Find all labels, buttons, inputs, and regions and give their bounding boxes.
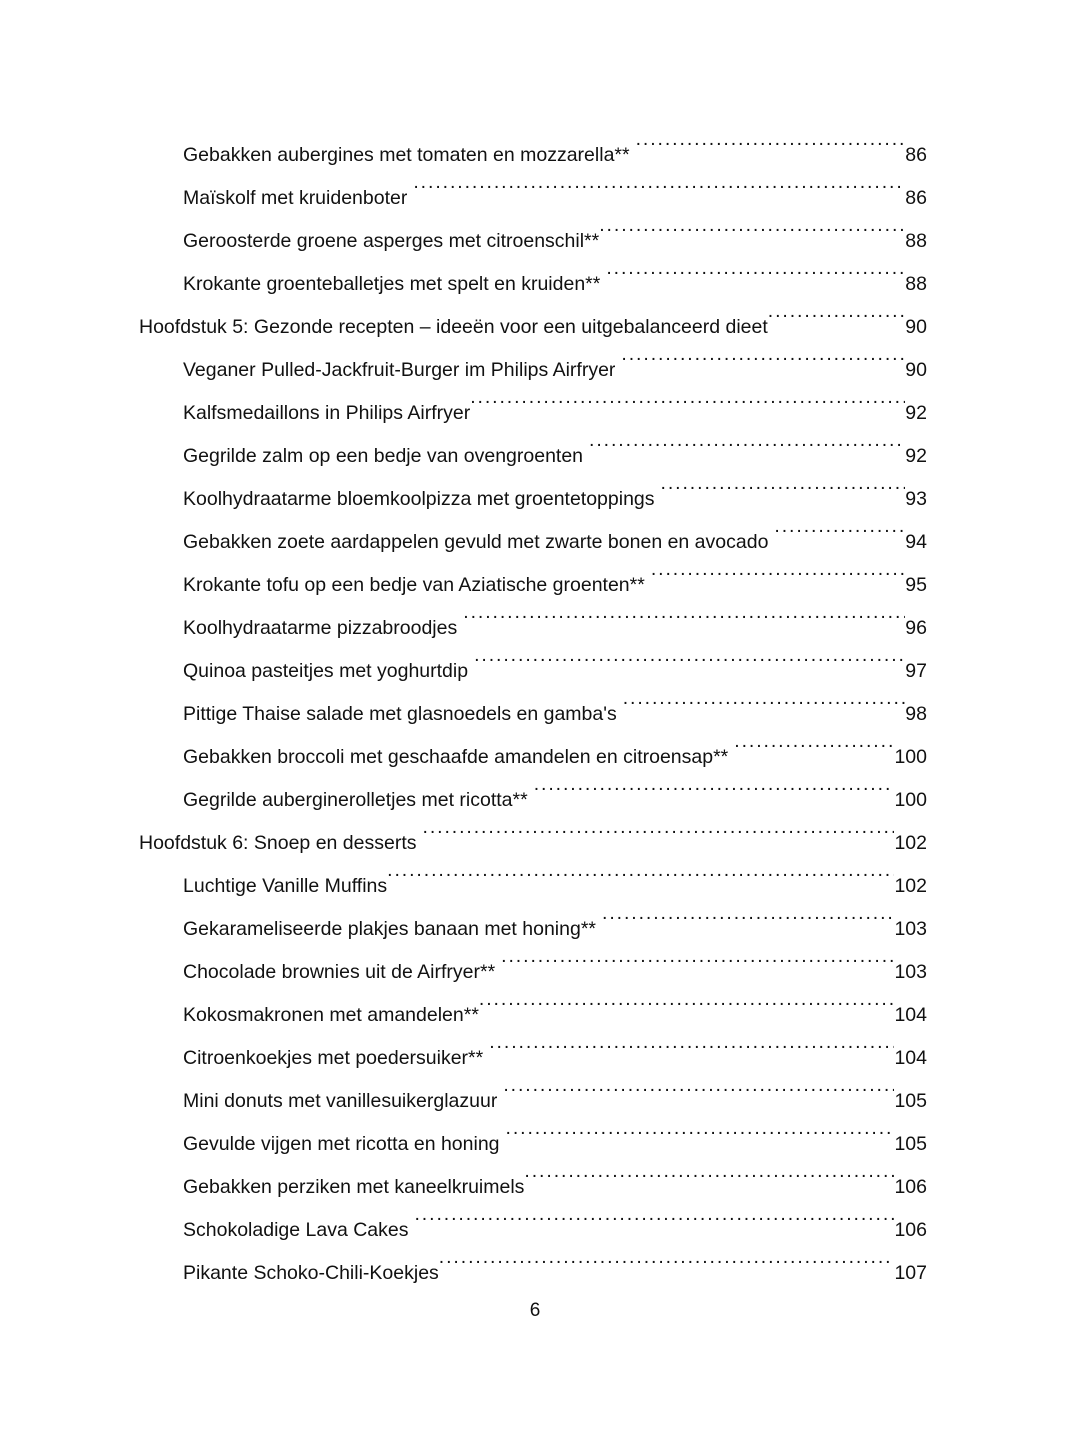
toc-entry-title: Gevulde vijgen met ricotta en honing (183, 1133, 500, 1155)
toc-entry-page-number: 92 (905, 402, 927, 424)
toc-dot-leader (621, 357, 905, 377)
table-of-contents (0, 134, 1070, 1295)
toc-entry-row[interactable] (0, 521, 1070, 564)
toc-entry-row[interactable] (0, 1209, 1070, 1252)
toc-entry-row[interactable] (0, 263, 1070, 306)
toc-entry-title: Kalfsmedaillons in Philips Airfryer (183, 402, 471, 424)
toc-dot-leader (774, 529, 905, 549)
page-number-footer: 6 (529, 1300, 541, 1321)
toc-entry-page-number: 103 (894, 961, 927, 983)
toc-entry-page-number: 100 (894, 789, 927, 811)
toc-entry-row[interactable] (0, 994, 1070, 1037)
toc-dot-leader (474, 658, 905, 678)
toc-entry-row[interactable] (0, 779, 1070, 822)
toc-entry-row[interactable] (0, 1123, 1070, 1166)
toc-entry-page-number: 100 (894, 746, 927, 768)
toc-entry-page-number: 106 (894, 1176, 927, 1198)
toc-entry-row[interactable] (0, 1166, 1070, 1209)
toc-entry-page-number: 93 (905, 488, 927, 510)
toc-dot-leader (501, 959, 894, 979)
toc-entry-title: Kokosmakronen met amandelen** (183, 1004, 479, 1026)
toc-entry-row[interactable] (0, 1080, 1070, 1123)
toc-entry-row[interactable] (0, 220, 1070, 263)
toc-dot-leader (423, 830, 895, 850)
toc-entry-page-number: 102 (894, 875, 927, 897)
toc-entry-page-number: 102 (894, 832, 927, 854)
toc-dot-leader (413, 185, 905, 205)
toc-dot-leader (768, 314, 906, 334)
toc-dot-leader (589, 443, 905, 463)
toc-entry-page-number: 97 (905, 660, 927, 682)
toc-dot-leader (602, 916, 894, 936)
toc-entry-title: Hoofdstuk 6: Snoep en desserts (139, 832, 417, 854)
toc-entry-title: Quinoa pasteitjes met yoghurtdip (183, 660, 469, 682)
toc-entry-title: Pikante Schoko-Chili-Koekjes (183, 1262, 439, 1284)
toc-entry-page-number: 104 (894, 1004, 927, 1026)
toc-dot-leader (479, 1002, 895, 1022)
toc-entry-page-number: 90 (905, 316, 927, 338)
toc-entry-page-number: 94 (905, 531, 927, 553)
toc-entry-title: Gebakken perziken met kaneelkruimels (183, 1176, 525, 1198)
toc-entry-title: Gebakken broccoli met geschaafde amandelen en citroensap** (183, 746, 729, 768)
toc-dot-leader (651, 572, 905, 592)
toc-entry-row[interactable] (0, 736, 1070, 779)
toc-dot-leader (387, 873, 894, 893)
toc-entry-row[interactable] (0, 908, 1070, 951)
toc-entry-title: Gekarameliseerde plakjes banaan met honing** (183, 918, 597, 940)
toc-dot-leader (661, 486, 906, 506)
toc-entry-page-number: 90 (905, 359, 927, 381)
toc-entry-page-number: 104 (894, 1047, 927, 1069)
toc-chapter-row[interactable] (0, 822, 1070, 865)
toc-entry-page-number: 105 (894, 1133, 927, 1155)
toc-entry-title: Gegrilde zalm op een bedje van ovengroenten (183, 445, 584, 467)
toc-dot-leader (503, 1088, 894, 1108)
toc-entry-title: Maïskolf met kruidenboter (183, 187, 408, 209)
toc-entry-title: Citroenkoekjes met poedersuiker** (183, 1047, 484, 1069)
toc-dot-leader (470, 400, 905, 420)
toc-entry-page-number: 96 (905, 617, 927, 639)
toc-chapter-row[interactable] (0, 306, 1070, 349)
toc-entry-title: Mini donuts met vanillesuikerglazuur (183, 1090, 498, 1112)
toc-dot-leader (414, 1217, 894, 1237)
toc-entry-page-number: 86 (905, 144, 927, 166)
toc-entry-row[interactable] (0, 1037, 1070, 1080)
toc-entry-title: Schokoladige Lava Cakes (183, 1219, 409, 1241)
toc-entry-row[interactable] (0, 564, 1070, 607)
toc-entry-title: Gegrilde auberginerolletjes met ricotta** (183, 789, 528, 811)
toc-dot-leader (599, 228, 905, 248)
toc-dot-leader (534, 787, 895, 807)
toc-entry-page-number: 98 (905, 703, 927, 725)
toc-dot-leader (606, 271, 905, 291)
toc-entry-row[interactable] (0, 951, 1070, 994)
toc-entry-title: Krokante tofu op een bedje van Aziatische groenten** (183, 574, 645, 596)
toc-entry-row[interactable] (0, 177, 1070, 220)
toc-entry-page-number: 86 (905, 187, 927, 209)
toc-entry-row[interactable] (0, 865, 1070, 908)
toc-entry-row[interactable] (0, 134, 1070, 177)
toc-entry-title: Pittige Thaise salade met glasnoedels en gamba's (183, 703, 617, 725)
toc-entry-row[interactable] (0, 478, 1070, 521)
toc-entry-page-number: 88 (905, 273, 927, 295)
toc-dot-leader (524, 1174, 894, 1194)
toc-entry-title: Krokante groenteballetjes met spelt en kruiden** (183, 273, 601, 295)
toc-dot-leader (463, 615, 905, 635)
toc-entry-page-number: 103 (894, 918, 927, 940)
toc-dot-leader (489, 1045, 894, 1065)
toc-entry-row[interactable] (0, 1252, 1070, 1295)
toc-dot-leader (439, 1260, 895, 1280)
toc-entry-page-number: 88 (905, 230, 927, 252)
toc-entry-title: Koolhydraatarme bloemkoolpizza met groentetoppings (183, 488, 655, 510)
toc-entry-page-number: 105 (894, 1090, 927, 1112)
toc-entry-title: Gebakken zoete aardappelen gevuld met zwarte bonen en avocado (183, 531, 769, 553)
toc-dot-leader (734, 744, 894, 764)
toc-entry-page-number: 107 (894, 1262, 927, 1284)
toc-entry-title: Chocolade brownies uit de Airfryer** (183, 961, 496, 983)
toc-entry-row[interactable] (0, 650, 1070, 693)
toc-entry-page-number: 92 (905, 445, 927, 467)
toc-dot-leader (636, 142, 906, 162)
toc-entry-title: Geroosterde groene asperges met citroenschil** (183, 230, 600, 252)
toc-entry-row[interactable] (0, 607, 1070, 650)
toc-entry-title: Hoofdstuk 5: Gezonde recepten – ideeën voor een uitgebalanceerd dieet (139, 316, 768, 338)
toc-entry-title: Veganer Pulled-Jackfruit-Burger im Philips Airfryer (183, 359, 616, 381)
toc-dot-leader (506, 1131, 895, 1151)
toc-entry-row[interactable] (0, 693, 1070, 736)
toc-entry-title: Koolhydraatarme pizzabroodjes (183, 617, 458, 639)
toc-entry-title: Gebakken aubergines met tomaten en mozzarella** (183, 144, 630, 166)
toc-entry-row[interactable] (0, 435, 1070, 478)
toc-entry-title: Luchtige Vanille Muffins (183, 875, 388, 897)
toc-entry-row[interactable] (0, 349, 1070, 392)
toc-dot-leader (623, 701, 906, 721)
toc-entry-page-number: 106 (894, 1219, 927, 1241)
toc-entry-page-number: 95 (905, 574, 927, 596)
toc-entry-row[interactable] (0, 392, 1070, 435)
